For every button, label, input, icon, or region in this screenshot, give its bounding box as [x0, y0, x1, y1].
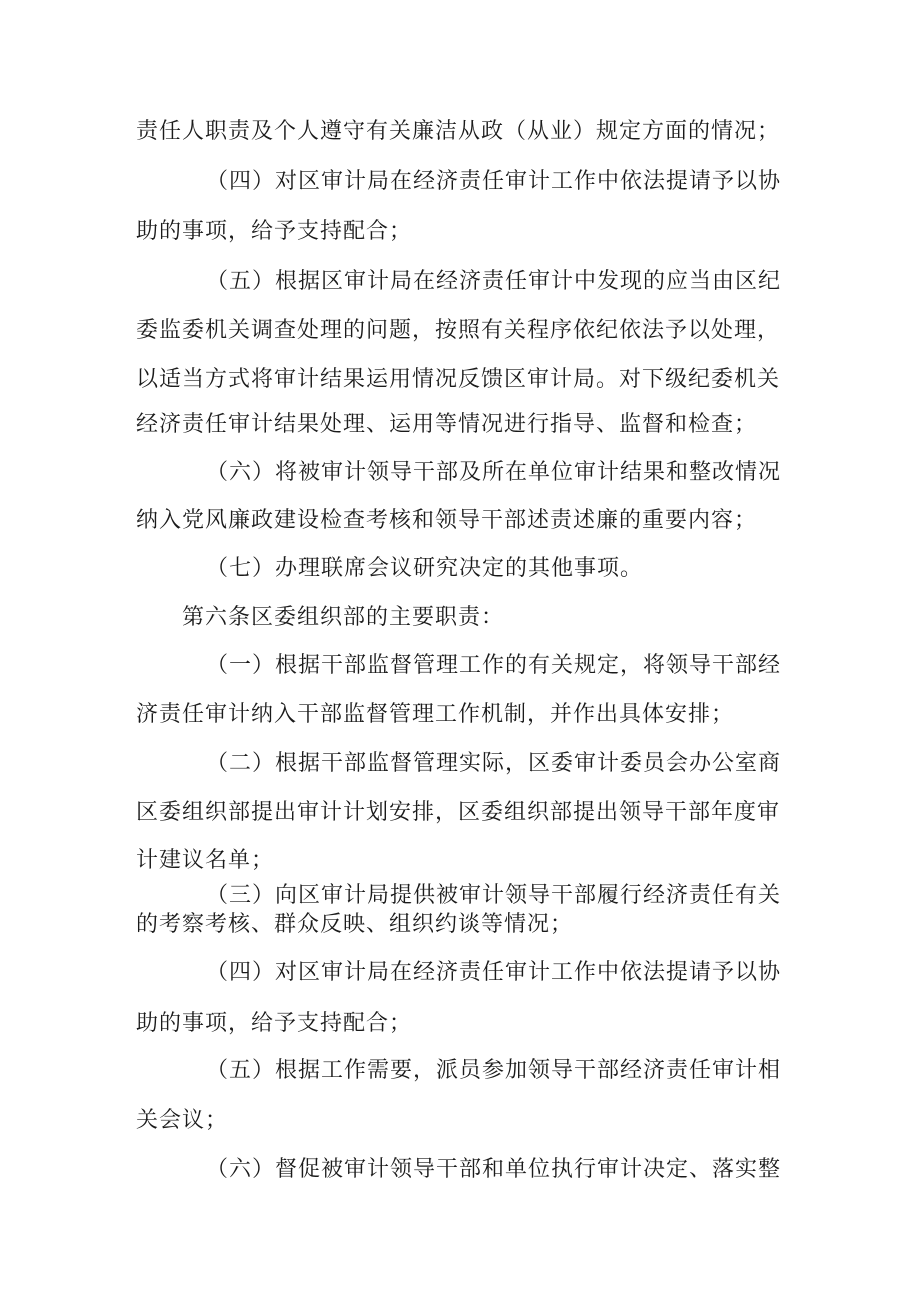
text-line: （六）督促被审计领导干部和单位执行审计决定、落实整 — [206, 1157, 782, 1182]
text-line: （五）根据区审计局在经济责任审计中发现的应当由区纪 — [206, 269, 782, 294]
text-line: 责任人职责及个人遵守有关廉洁从政（从业）规定方面的情况； — [136, 119, 781, 144]
text-line: 关会议； — [136, 1108, 229, 1133]
text-line: 经济责任审计结果处理、运用等情况进行指导、监督和检查； — [136, 412, 758, 437]
text-line: 计建议名单； — [136, 848, 275, 873]
text-line: 纳入党风廉政建设检查考核和领导干部述责述廉的重要内容； — [136, 508, 758, 533]
text-line: （四）对区审计局在经济责任审计工作中依法提请予以协 — [206, 169, 782, 194]
text-line: 以适当方式将审计结果运用情况反馈区审计局。对下级纪委机关 — [136, 367, 781, 392]
text-line: （五）根据工作需要，派员参加领导干部经济责任审计相 — [206, 1058, 782, 1083]
article-heading: 第六条区委组织部的主要职责： — [182, 605, 505, 630]
text-line: 助的事项，给予支持配合； — [136, 219, 413, 244]
text-line: （三）向区审计局提供被审计领导干部履行经济责任有关 — [206, 883, 782, 908]
text-line: 助的事项，给予支持配合； — [136, 1011, 413, 1036]
text-line: 济责任审计纳入干部监督管理工作机制，并作出具体安排； — [136, 702, 735, 727]
text-line: 委监委机关调查处理的问题，按照有关程序依纪依法予以处理， — [136, 318, 781, 343]
text-line: 区委组织部提出审计计划安排，区委组织部提出领导干部年度审 — [136, 800, 781, 825]
text-line: （四）对区审计局在经济责任审计工作中依法提请予以协 — [206, 960, 782, 985]
text-line: 的考察考核、群众反映、组织约谈等情况； — [136, 912, 574, 937]
text-line: （六）将被审计领导干部及所在单位审计结果和整改情况 — [206, 460, 782, 485]
text-line: （二）根据干部监督管理实际，区委审计委员会办公室商 — [206, 751, 782, 776]
text-line: （一）根据干部监督管理工作的有关规定，将领导干部经 — [206, 653, 782, 678]
text-line: （七）办理联席会议研究决定的其他事项。 — [206, 556, 644, 581]
